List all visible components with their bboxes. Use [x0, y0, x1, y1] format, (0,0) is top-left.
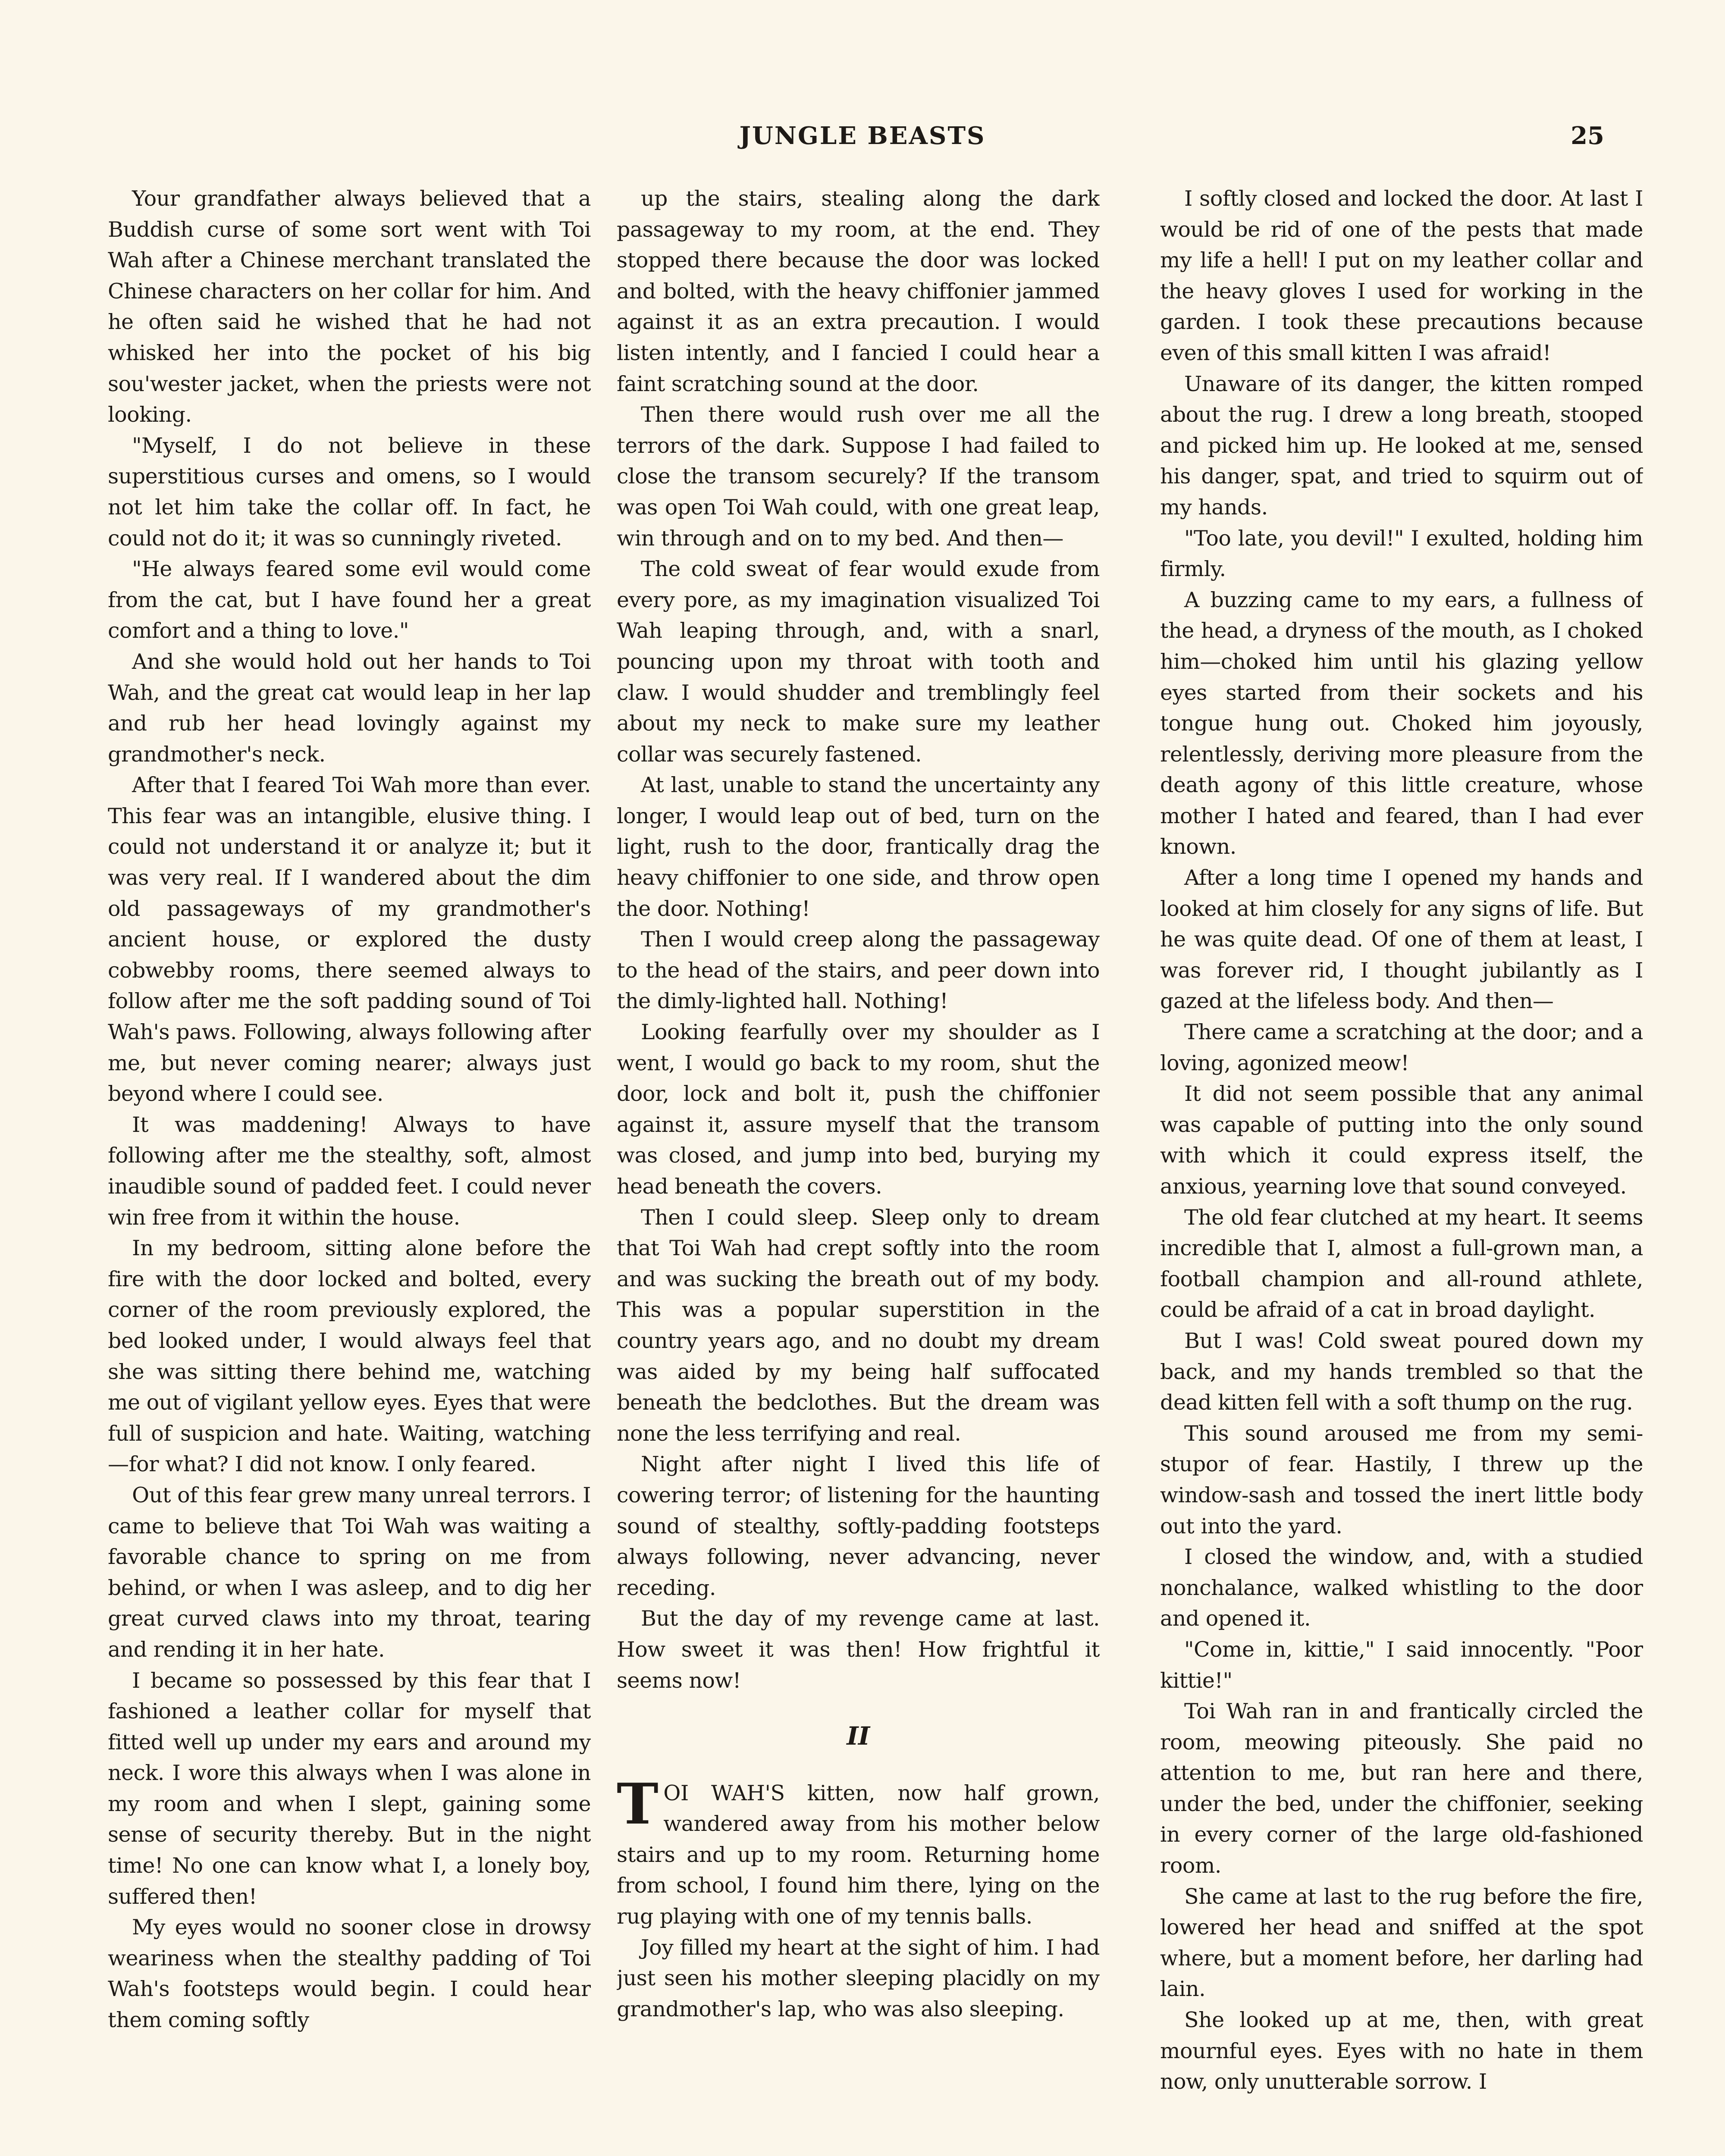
paragraph: The cold sweat of fear would exude from every pore, as my imagination visualized Toi Wah leaping through, and, with a snarl, pouncing upon my throat with tooth and claw. I would shudder and tremblingly feel about my neck to make sure my leather collar was securely fastened.: [617, 557, 1100, 767]
drop-cap: T: [617, 1771, 659, 1837]
paragraph: Night after night I lived this life of cowering terror; of listening for the haunting sound of stealthy, softly-padding footsteps always following, never advancing, never receding.: [617, 1452, 1100, 1600]
paragraph: Unaware of its danger, the kitten romped about the rug. I drew a long breath, stooped and picked him up. He looked at me, sensed his danger, spat, and tried to squirm out of my hands.: [1160, 371, 1643, 520]
paragraph: Then I would creep along the passageway to the head of the stairs, and peer down into the dimly-lighted hall. Nothing!: [617, 927, 1100, 1014]
paragraph: But I was! Cold sweat poured down my back, and my hands trembled so that the dead kitten fell with a soft thump on the rug.: [1160, 1328, 1643, 1415]
paragraph: Looking fearfully over my shoulder as I went, I would go back to my room, shut the door, lock and bolt it, push the chiffonier against it, assure myself that the transom was closed, and jump into bed, burying my head beneath the covers.: [617, 1020, 1100, 1199]
paragraph: Then I could sleep. Sleep only to dream that Toi Wah had crept softly into the room and was sucking the breath out of my body. This was a popular superstition in the country years ago, and no doubt my dream was aided by my being half suffocated beneath the bedclothes. But the dream was none the less terrifying and real.: [617, 1205, 1100, 1446]
paragraph: Toi Wah ran in and frantically circled the room, meowing piteously. She paid no attention to me, but ran here and there, under the bed, under the chiffonier, seeking in every corner of the large old-fashioned room.: [1160, 1699, 1643, 1878]
text-column-2: [617, 183, 1100, 2156]
paragraph: "Too late, you devil!" I exulted, holding him firmly.: [1160, 526, 1643, 582]
paragraph: But the day of my revenge came at last. How sweet it was then! How frightful it seems now!: [617, 1606, 1100, 1693]
paragraph: My eyes would no sooner close in drowsy weariness when the stealthy padding of Toi Wah's footsteps would begin. I could hear them coming softly: [108, 1915, 591, 2033]
paragraph: After a long time I opened my hands and looked at him closely for any signs of life. But he was quite dead. Of one of them at least, I was forever rid, I thought jubilantly as I gazed at the lifeless body. And then—: [1160, 865, 1643, 1014]
paragraph: "Come in, kittie," I said innocently. "Poor kittie!": [1160, 1637, 1643, 1693]
paragraph: Joy filled my heart at the sight of him. I had just seen his mother sleeping placidly on my grandmother's lap, who was also sleeping.: [617, 1935, 1100, 2021]
page-number: 25: [1571, 122, 1604, 150]
paragraph: Your grandfather always believed that a Buddish curse of some sort went with Toi Wah after a Chinese merchant translated the Chinese characters on her collar for him. And he often said he wished that he had not whisked her into the pocket of his big sou'wester jacket, when the priests were not looking.: [108, 186, 591, 427]
paragraph: She came at last to the rug before the fire, lowered her head and sniffed at the spot where, but a moment before, her darling had lain.: [1160, 1884, 1643, 2002]
paragraph: "He always feared some evil would come from the cat, but I have found her a great comfort and a thing to love.": [108, 557, 591, 643]
paragraph: At last, unable to stand the uncertainty any longer, I would leap out of bed, turn on the light, rush to the door, frantically drag the heavy chiffonier to one side, and throw open the door. Nothing!: [617, 773, 1100, 921]
paragraph: [617, 1771, 1100, 1932]
paragraph: It was maddening! Always to have following after me the stealthy, soft, almost inaudible sound of padded feet. I could never win free from it within the house.: [108, 1112, 591, 1230]
paragraph: In my bedroom, sitting alone before the fire with the door locked and bolted, every corner of the room previously explored, the bed looked under, I would always feel that she was sitting there behind me, watching me out of vigilant yellow eyes. Eyes that were full of suspicion and hate. Waiting, watching—for what? I did not know. I only feared.: [108, 1236, 591, 1477]
paragraph: This sound aroused me from my semi-stupor of fear. Hastily, I threw up the window-sash and tossed the inert little body out into the yard.: [1160, 1421, 1643, 1539]
paragraph-text: OI WAH'S kitten, now half grown, wandered away from his mother below stairs and up to my room. Returning home from school, I found him there, lying on the rug playing with one of my tennis balls.: [617, 1780, 1100, 1929]
paragraph: The old fear clutched at my heart. It seems incredible that I, almost a full-grown man, a football champion and all-round athlete, could be afraid of a cat in broad daylight.: [1160, 1205, 1643, 1322]
paragraph: And she would hold out her hands to Toi Wah, and the great cat would leap in her lap and rub her head lovingly against my grandmother's neck.: [108, 649, 591, 767]
paragraph: After that I feared Toi Wah more than ever. This fear was an intangible, elusive thing. I could not understand it or analyze it; but it was very real. If I wandered about the dim old passageways of my grandmother's ancient house, or explored the dusty cobwebby rooms, there seemed always to follow after me the soft padding sound of Toi Wah's paws. Following, always following after me, but never coming nearer; always just beyond where I could see.: [108, 773, 591, 1106]
paragraph: Out of this fear grew many unreal terrors. I came to believe that Toi Wah was waiting a favorable chance to spring on me from behind, or when I was asleep, and to dig her great curved claws into my throat, tearing and rending it in her hate.: [108, 1482, 591, 1662]
paragraph: It did not seem possible that any animal was capable of putting into the only sound with which it could express itself, the anxious, yearning love that sound conveyed.: [1160, 1081, 1643, 1199]
paragraph: I softly closed and locked the door. At last I would be rid of one of the pests that made my life a hell! I put on my leather collar and the heavy gloves I used for working in the garden. I took these precautions because even of this small kitten I was afraid!: [1160, 186, 1643, 365]
paragraph: Then there would rush over me all the terrors of the dark. Suppose I had failed to close the transom securely? If the transom was open Toi Wah could, with one great leap, win through and on to my bed. And then—: [617, 402, 1100, 551]
paragraph: There came a scratching at the door; and a loving, agonized meow!: [1160, 1020, 1643, 1075]
paragraph: I closed the window, and, with a studied nonchalance, walked whistling to the door and opened it.: [1160, 1545, 1643, 1631]
text-column-3: [1160, 183, 1643, 2156]
running-header-title: JUNGLE BEASTS: [739, 122, 986, 150]
paragraph: She looked up at me, then, with great mournful eyes. Eyes with no hate in them now, only unutterable sorrow. I: [1160, 2008, 1643, 2094]
paragraph: I became so possessed by this fear that I fashioned a leather collar for myself that fitted well up under my ears and around my neck. I wore this always when I was alone in my room and when I slept, gaining some sense of security thereby. But in the night time! No one can know what I, a lonely boy, suffered then!: [108, 1668, 591, 1909]
paragraph: A buzzing came to my ears, a fullness of the head, a dryness of the mouth, as I choked him—choked him until his glazing yellow eyes started from their sockets and his tongue hung out. Choked him joyously, relentlessly, deriving more pleasure from the death agony of this little creature, whose mother I hated and feared, than I had ever known.: [1160, 587, 1643, 859]
text-column-1: [108, 183, 591, 2156]
section-heading: II: [847, 1721, 870, 1751]
paragraph: up the stairs, stealing along the dark passageway to my room, at the end. They stopped there because the door was locked and bolted, with the heavy chiffonier jammed against it as an extra precaution. I would listen intently, and I fancied I could hear a faint scratching sound at the door.: [617, 186, 1100, 396]
paragraph: "Myself, I do not believe in these superstitious curses and omens, so I would not let him take the collar off. In fact, he could not do it; it was so cunningly riveted.: [108, 433, 591, 551]
